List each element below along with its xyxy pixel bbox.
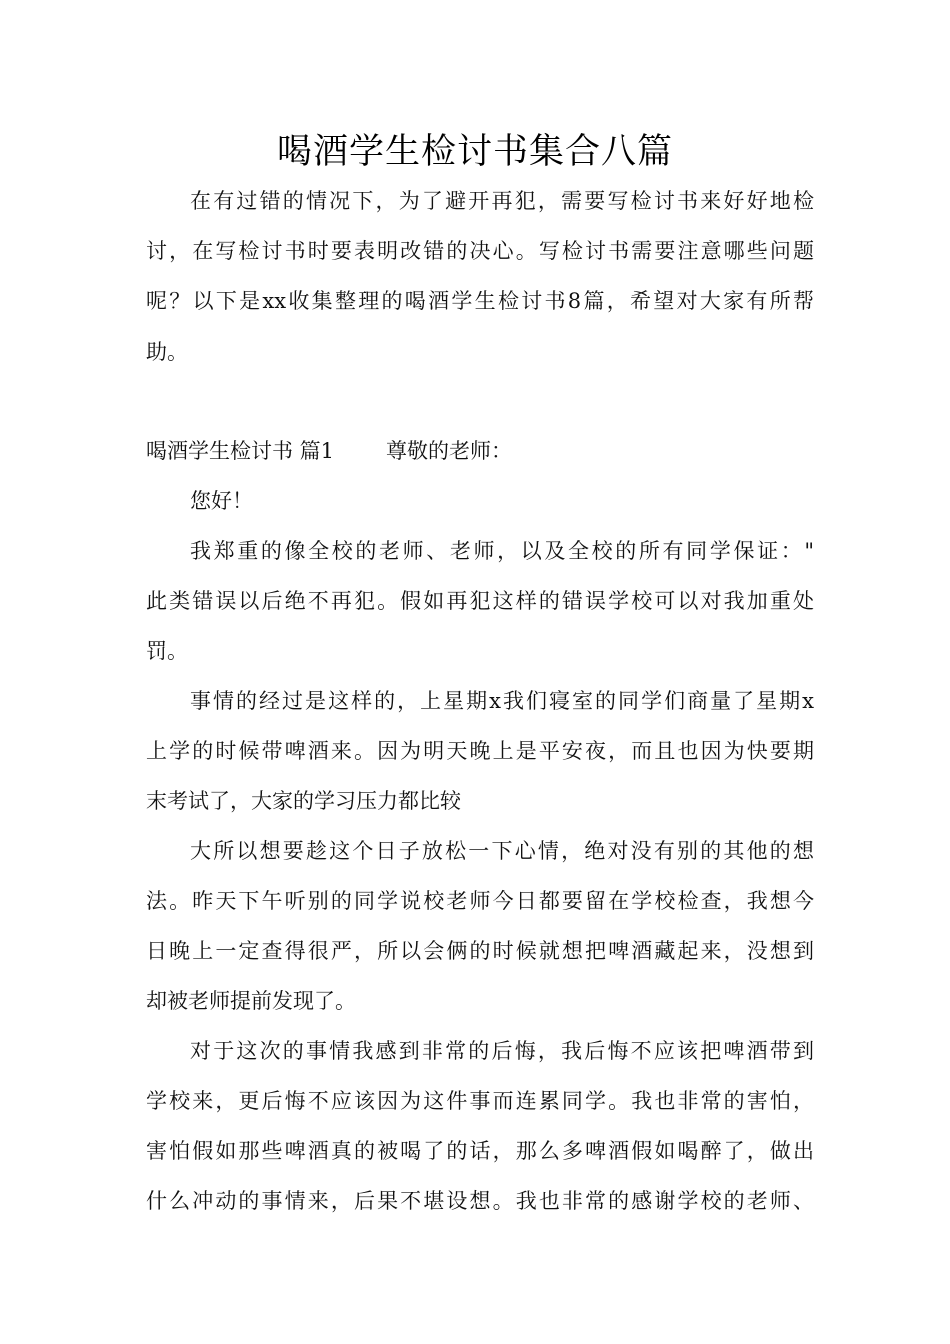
p2-line-1: 事情的经过是这样的，上星期x我们寝室的同学们商量了星期x <box>190 689 814 713</box>
p1-line-2: 此类错误以后绝不再犯。假如再犯这样的错误学校可以对我加重处 <box>146 589 814 613</box>
p2-line-2: 上学的时候带啤酒来。因为明天晚上是平安夜，而且也因为快要期 <box>146 739 814 763</box>
section-1-heading-row <box>146 436 814 466</box>
p1-line-1: 我郑重的像全校的老师、老师，以及全校的所有同学保证：" <box>190 539 814 563</box>
intro-line-4: 助。 <box>146 340 188 364</box>
p3-line-2: 法。昨天下午听别的同学说校老师今日都要留在学校检查，我想今 <box>146 889 814 913</box>
document-title: 喝酒学生检讨书集合八篇 <box>276 132 673 172</box>
p2-line-3: 末考试了，大家的学习压力都比较 <box>146 789 461 813</box>
section-1-salutation: 尊敬的老师： <box>386 439 513 463</box>
intro-line-3: 呢？以下是xx收集整理的喝酒学生检讨书8篇，希望对大家有所帮 <box>146 289 814 313</box>
p3-line-3: 日晚上一定查得很严，所以会俩的时候就想把啤酒藏起来，没想到 <box>146 939 814 963</box>
section-1-greeting: 您好！ <box>190 489 253 513</box>
p4-line-2: 学校来，更后悔不应该因为这件事而连累同学。我也非常的害怕， <box>146 1089 814 1113</box>
p4-line-3: 害怕假如那些啤酒真的被喝了的话，那么多啤酒假如喝醉了，做出 <box>146 1139 814 1163</box>
p4-line-1: 对于这次的事情我感到非常的后悔，我后悔不应该把啤酒带到 <box>190 1039 814 1063</box>
p1-line-3: 罚。 <box>146 639 188 663</box>
intro-line-1: 在有过错的情况下，为了避开再犯，需要写检讨书来好好地检 <box>190 189 814 213</box>
section-1-heading: 喝酒学生检讨书 篇1 <box>146 439 335 463</box>
p3-line-1: 大所以想要趁这个日子放松一下心情，绝对没有别的其他的想 <box>190 839 814 863</box>
intro-line-2: 讨，在写检讨书时要表明改错的决心。写检讨书需要注意哪些问题 <box>146 239 814 263</box>
p3-line-4: 却被老师提前发现了。 <box>146 989 356 1013</box>
p4-line-4: 什么冲动的事情来，后果不堪设想。我也非常的感谢学校的老师、 <box>146 1189 814 1213</box>
